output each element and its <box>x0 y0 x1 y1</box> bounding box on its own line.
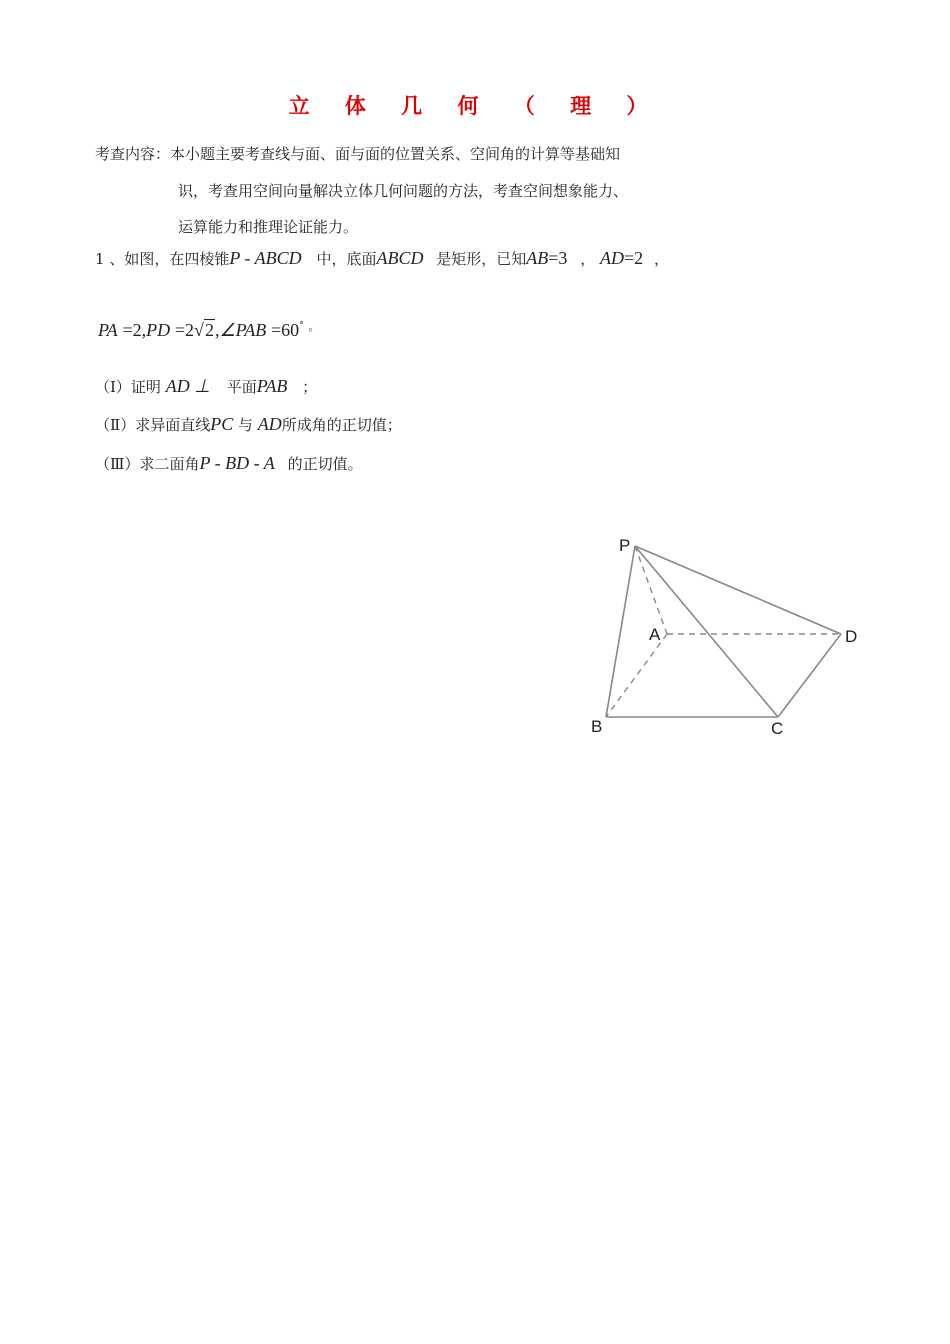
part-2 <box>95 414 402 435</box>
pyramid-figure <box>585 530 875 744</box>
sqrt-symbol: √ <box>194 320 204 340</box>
edge-pa <box>635 546 667 634</box>
intro-label: 考查内容： <box>95 145 171 163</box>
part-3-label: （Ⅲ）求二面角 <box>95 455 200 473</box>
part-2-end: 所成角的正切值； <box>281 416 402 434</box>
edge-cd <box>778 634 841 717</box>
ad-value: =2 <box>624 248 644 268</box>
part-2-math-2: AD <box>257 414 282 434</box>
part-1-label: （Ⅰ）证明 <box>95 378 161 396</box>
part-2-text: 与 <box>238 416 254 434</box>
intro-line-3: 运算能力和推理论证能力。 <box>178 218 359 236</box>
pyramid-name: P - ABCD <box>229 248 302 268</box>
vertex-d-label: D <box>845 627 858 646</box>
problem-text-3: 是矩形，已知 <box>436 250 527 268</box>
ab-label: AB <box>526 248 549 268</box>
part-3-math-1: P - BD - A <box>199 453 275 473</box>
vertex-a-label: A <box>649 625 661 644</box>
intro-text-1: 本小题主要考查线与面、面与面的位置关系、空间角的计算等基础知 <box>170 145 621 163</box>
problem-text-1: 、如图，在四棱锥 <box>109 250 230 268</box>
part-1-end: ； <box>302 378 318 396</box>
vertex-c-label: C <box>771 719 784 738</box>
page-title: 立 体 几 何 （ 理 ） <box>288 94 662 118</box>
degree-sign: ° <box>299 321 304 331</box>
ab-value: =3 <box>548 248 568 268</box>
ad-label: AD <box>600 248 625 268</box>
part-2-label: （Ⅱ）求异面直线 <box>95 416 211 434</box>
sqrt-argument: 2 <box>204 320 214 340</box>
vertex-p-label: P <box>619 536 631 555</box>
base-name: ABCD <box>376 248 424 268</box>
comma-1: ， <box>580 250 596 268</box>
intro-line-1 <box>95 143 620 164</box>
angle-label: ,∠PAB <box>214 320 267 340</box>
problem-number: 1 <box>95 250 105 268</box>
line-2-end: 。 <box>308 320 320 333</box>
part-1-math-1: AD ⊥ <box>165 376 210 396</box>
vertex-b-label: B <box>591 717 603 736</box>
comma-2: ， <box>653 250 669 268</box>
part-2-math-1: PC <box>210 414 234 434</box>
intro-line-2: 识，考查用空间向量解决立体几何问题的方法，考查空间想象能力、 <box>178 182 629 200</box>
problem-line-1 <box>95 248 669 269</box>
part-1 <box>95 376 317 397</box>
problem-text-2: 中，底面 <box>316 250 377 268</box>
part-3-end: 的正切值。 <box>287 455 363 473</box>
part-1-math-2: PAB <box>256 376 288 396</box>
pyramid-diagram <box>585 530 875 740</box>
edge-pd <box>635 546 841 634</box>
angle-value: =60 <box>271 320 300 340</box>
pa-value: =2, <box>122 320 147 340</box>
problem-line-2 <box>98 318 319 341</box>
pd-value: =2 <box>174 320 195 340</box>
part-3 <box>95 453 363 474</box>
edge-pb <box>606 546 635 717</box>
pd-label: PD <box>146 320 171 340</box>
part-1-text: 平面 <box>226 378 257 396</box>
pa-label: PA <box>98 320 118 340</box>
sqrt-expression <box>194 320 215 341</box>
edge-ab <box>606 634 667 717</box>
